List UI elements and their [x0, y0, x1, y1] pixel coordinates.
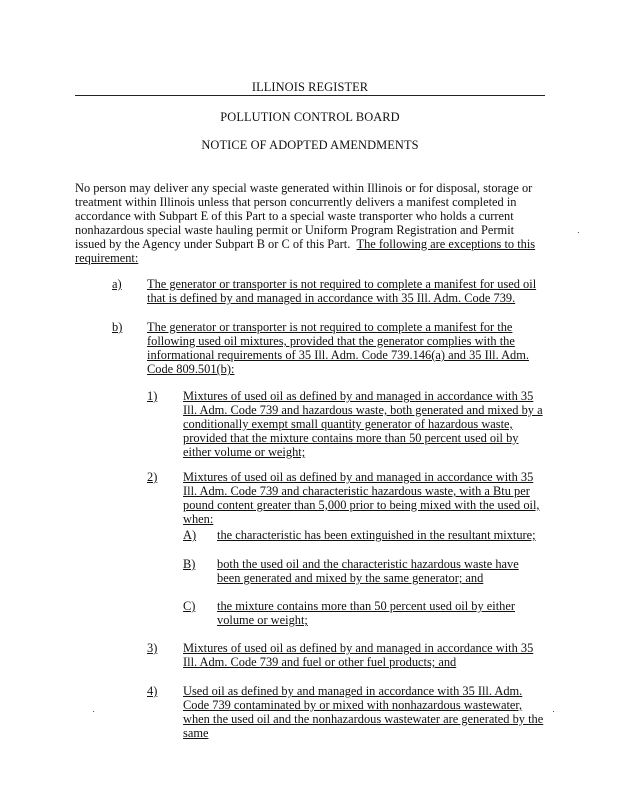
- scan-speck: [578, 232, 579, 233]
- item-b-label: b): [112, 320, 123, 334]
- item-b2a-text: the characteristic has been extinguished in the resultant mixture;: [217, 528, 536, 542]
- item-b-text: The generator or transporter is not required to complete a manifest for the following used oil mixtures, provided that the generator complies with the informational requirements of 35 Ill. Adm. Code 739.146(a) and 35 Ill. Adm. Code 809.501(b):: [147, 320, 529, 376]
- notice-title: NOTICE OF ADOPTED AMENDMENTS: [201, 138, 419, 152]
- item-b3-label: 3): [147, 641, 158, 655]
- item-b2a-label: A): [183, 528, 197, 542]
- item-b4-label: 4): [147, 684, 158, 698]
- intro-amended-text: The following are exceptions to this requirement:: [75, 237, 536, 265]
- scan-speck: [553, 711, 554, 712]
- item-b2c-text: the mixture contains more than 50 percent used oil by either volume or weight;: [217, 599, 515, 627]
- intro-paragraph: [75, 181, 545, 265]
- item-b2b-label: B): [183, 557, 196, 571]
- board-name: POLLUTION CONTROL BOARD: [220, 110, 400, 124]
- item-b2-text: Mixtures of used oil as defined by and managed in accordance with 35 Ill. Adm. Code 739 and characteristic hazardous waste, with a Btu per pound content greater than 5,000 prior to being mixed with the used oil, when:: [183, 470, 540, 526]
- item-b2-label: 2): [147, 470, 158, 484]
- header-rule: [75, 95, 545, 96]
- item-b4-text: Used oil as defined by and managed in accordance with 35 Ill. Adm. Code 739 contaminated by or mixed with nonhazardous wastewater, when the used oil and the nonhazardous wastewater are generated by the same: [183, 684, 544, 740]
- item-a-label: a): [112, 277, 122, 291]
- item-b1-text: Mixtures of used oil as defined by and managed in accordance with 35 Ill. Adm. Code 739 and hazardous waste, both generated and mixed by a conditionally exempt small quantity generator of hazardous waste, provided that the mixture contains more than 50 percent used oil by either volume or weight;: [183, 389, 543, 459]
- item-b1-label: 1): [147, 389, 158, 403]
- item-a-text: The generator or transporter is not required to complete a manifest for used oil that is defined by and managed in accordance with 35 Ill. Adm. Code 739.: [147, 277, 537, 305]
- item-b2b-text: both the used oil and the characteristic hazardous waste have been generated and mixed by the same generator; and: [217, 557, 519, 585]
- scan-speck: [93, 711, 94, 712]
- register-title: ILLINOIS REGISTER: [251, 80, 369, 94]
- item-b2c-label: C): [183, 599, 196, 613]
- item-b3-text: Mixtures of used oil as defined by and managed in accordance with 35 Ill. Adm. Code 739 and fuel or other fuel products; and: [183, 641, 534, 669]
- intro-text: No person may deliver any special waste generated within Illinois or for disposal, storage or treatment within Illinois unless that person concurrently delivers a manifest completed in accordance with Subpart E of this Part to a special waste transporter who holds a current nonhazardous special waste hauling permit or Uniform Program Registration and Permit issued by the Agency under Subpart B or C of this Part.: [75, 181, 533, 251]
